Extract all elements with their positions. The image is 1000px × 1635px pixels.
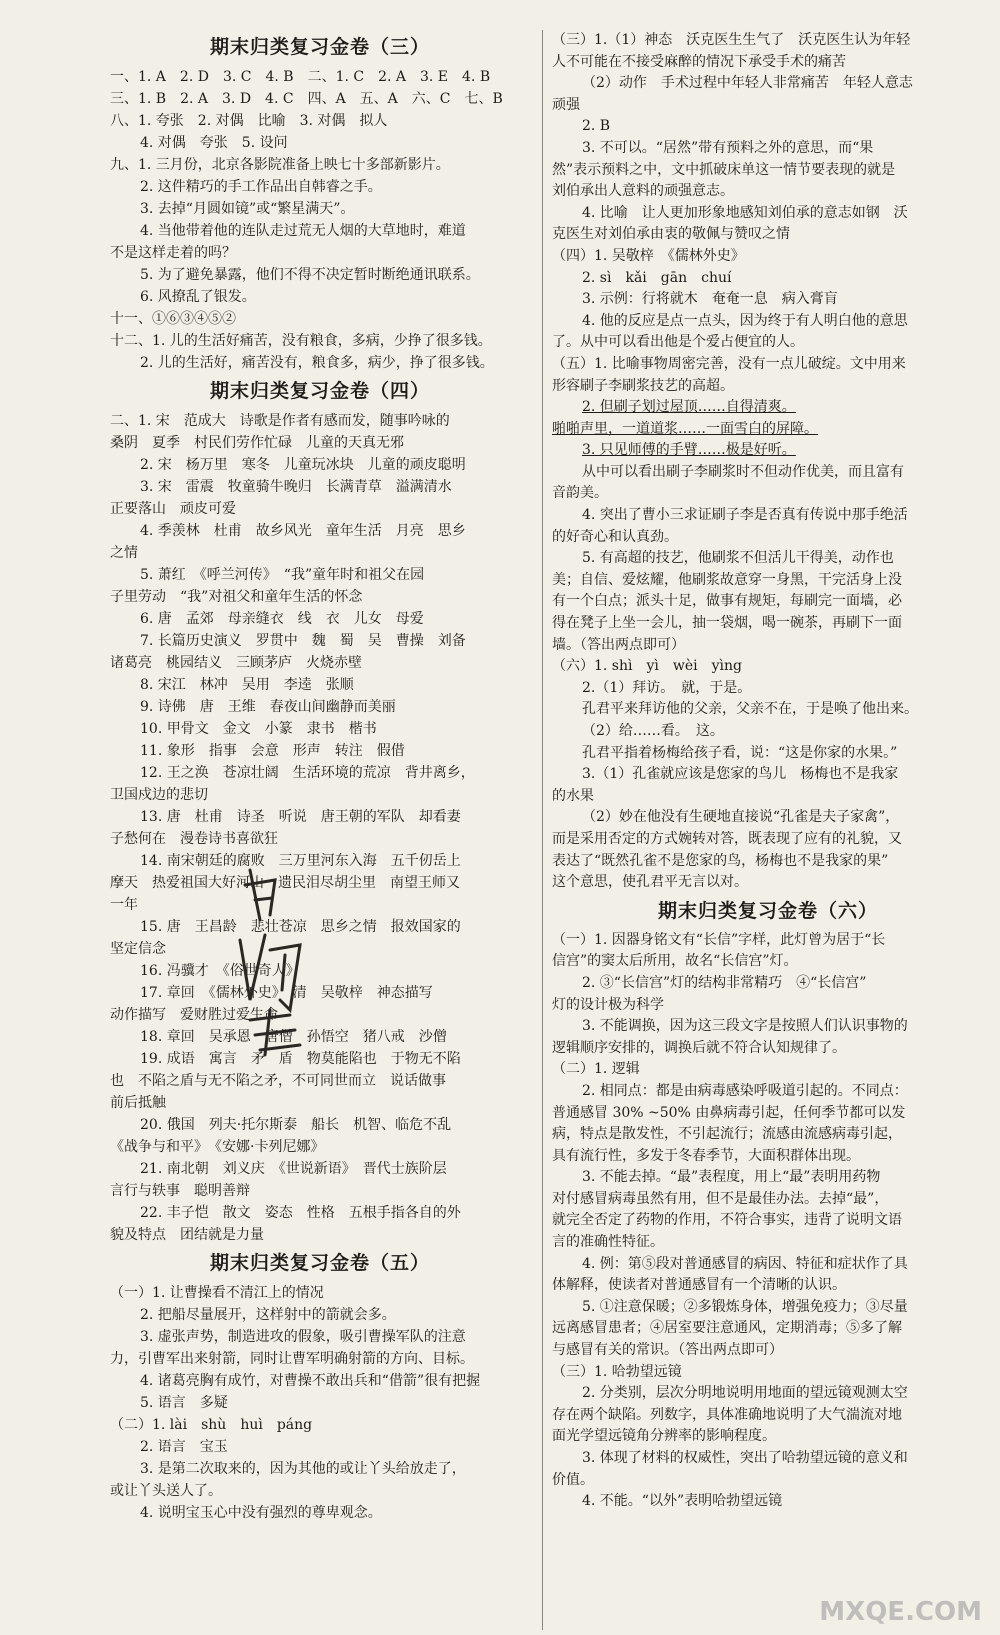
answer-line: 不是这样走着的吗？ bbox=[110, 245, 236, 261]
answer-line: 4. 季羡林 杜甫 故乡风光 童年生活 月亮 思乡 bbox=[140, 523, 466, 539]
answer-line: 人不可能在不接受麻醉的情况下承受手术的痛苦 bbox=[552, 53, 846, 70]
answer-line: 2. B bbox=[582, 118, 611, 135]
answer-section bbox=[552, 30, 984, 894]
site-watermark: MXQE.COM bbox=[819, 1597, 982, 1627]
answer-line: 3.（1）孔雀就应该是您家的鸟儿 杨梅也不是我家 bbox=[582, 766, 899, 783]
answer-line: 14. 南宋朝廷的腐败 三万里河东入海 五千仞岳上 bbox=[140, 853, 461, 869]
answer-line: 3. 是第二次取来的，因为其他的或让丫头给放走了， bbox=[140, 1461, 466, 1477]
answer-line: 3. 虚张声势，制造进攻的假象，吸引曹操军队的注意 bbox=[140, 1329, 466, 1345]
answer-section bbox=[110, 32, 530, 374]
answer-line: 有一个白点；派头十足，做事有规矩，每刷完一面墙，必 bbox=[552, 593, 902, 610]
right-column bbox=[552, 30, 984, 1513]
answer-line: （一）1. 让曹操看不清江上的情况 bbox=[110, 1285, 324, 1301]
answer-line: 《战争与和平》 《安娜·卡列尼娜》 bbox=[110, 1139, 325, 1155]
answer-line: 而是采用否定的方式婉转对答，既表现了应有的礼貌，又 bbox=[552, 830, 902, 847]
answer-line: 正要落山 顽皮可爱 bbox=[110, 501, 236, 517]
answer-line: 4. 说明宝玉心中没有强烈的尊卑观念。 bbox=[140, 1505, 382, 1521]
column-divider bbox=[542, 30, 543, 1630]
answer-line: 8. 宋江 林冲 吴用 李逵 张顺 bbox=[140, 677, 354, 693]
answer-line: 一年 bbox=[110, 897, 138, 913]
answer-line: 5. 萧红 《呼兰河传》 “我”童年时和祖父在园 bbox=[140, 567, 425, 583]
answer-line: 3. 去掉“月圆如镜”或“繁星满天”。 bbox=[140, 201, 355, 217]
answer-line: 普通感冒 30% ~50% 由鼻病毒引起，任何季节都可以发 bbox=[552, 1104, 906, 1121]
answer-line: 十二、1. 儿的生活好痛苦，没有粮食，多病，少挣了很多钱。 bbox=[110, 333, 492, 349]
answer-line: 灯的设计极为科学 bbox=[552, 996, 664, 1013]
answer-line: 的水果 bbox=[552, 787, 594, 804]
answer-line: 对付感冒病毒虽然有用，但不是最佳办法。去掉“最”， bbox=[552, 1190, 889, 1207]
answer-line: 4. 不能。“以外”表明哈勃望远镜 bbox=[582, 1493, 783, 1510]
answer-line: 2. 儿的生活好，痛苦没有，粮食多，病少，挣了很多钱。 bbox=[140, 355, 494, 371]
answer-line: 顽强 bbox=[552, 96, 580, 113]
answer-line: （二）1. lài shù huì páng bbox=[110, 1417, 313, 1433]
answer-line: 卫国戍边的悲切 bbox=[110, 787, 208, 803]
answer-line: 4. 比喻 让人更加形象地感知刘伯承的意志如钢 沃 bbox=[582, 204, 908, 221]
answer-line: 力，引曹军出来射箭，同时让曹军明确射箭的方向、目标。 bbox=[110, 1351, 474, 1367]
answer-line: 4. 诸葛亮胸有成竹，对曹操不敢出兵和“借箭”很有把握 bbox=[140, 1373, 481, 1389]
answer-line: 之情 bbox=[110, 545, 138, 561]
answer-section bbox=[552, 896, 984, 1513]
answer-line: 12. 王之涣 苍凉壮阔 生活环境的荒凉 背井离乡， bbox=[140, 765, 475, 781]
answer-line: （2）给……看。 这。 bbox=[582, 723, 724, 739]
answer-line: 15. 唐 王昌龄 悲壮苍凉 思乡之情 报效国家的 bbox=[140, 919, 461, 935]
answer-line: 桑阴 夏季 村民们劳作忙碌 儿童的天真无邪 bbox=[110, 435, 404, 451]
answer-line: （一）1. 因器身铭文有“长信”字样，此灯曾为居于“长 bbox=[552, 931, 886, 948]
left-column bbox=[110, 30, 530, 1524]
answer-line: （2）动作 手术过程中年轻人非常痛苦 年轻人意志 bbox=[582, 75, 913, 92]
section-title: 期末归类复习金卷（三） bbox=[209, 36, 430, 58]
answer-line: 的好奇心和认真劲。 bbox=[552, 528, 678, 545]
answer-line: 2. 宋 杨万里 寒冬 儿童玩冰块 儿童的顽皮聪明 bbox=[140, 457, 466, 473]
answer-line: 3. 只见师傅的手臂……极是好听。 bbox=[582, 442, 796, 459]
section-title: 期末归类复习金卷（四） bbox=[209, 380, 430, 402]
answer-line: 言的准确性特征。 bbox=[552, 1234, 664, 1251]
answer-line: 二、1. 宋 范成大 诗歌是作者有感而发，随事吟咏的 bbox=[110, 413, 450, 429]
answer-line: 5. 有高超的技艺，他刷浆不但活儿干得美，动作也 bbox=[582, 550, 894, 567]
answer-line: 3. 不能调换，因为这三段文字是按照人们认识事物的 bbox=[582, 1018, 908, 1035]
answer-line: 然”表示预料之中，文中抓破床单这一情节要表现的就是 bbox=[552, 161, 896, 178]
answer-line: 摩天 热爱祖国大好河山 遗民泪尽胡尘里 南望王师又 bbox=[110, 875, 460, 891]
answer-line: （三）1. 哈勃望远镜 bbox=[552, 1363, 682, 1380]
answer-line: 言行与轶事 聪明善辩 bbox=[110, 1183, 250, 1199]
answer-line: 与感冒有关的常识。（答出两点即可） bbox=[552, 1342, 783, 1359]
answer-line: 九、1. 三月份，北京各影院准备上映七十多部新影片。 bbox=[110, 157, 450, 173]
answer-line: （四）1. 吴敬梓 《儒林外史》 bbox=[552, 247, 745, 264]
answer-line: 4. 突出了曹小三求证刷子李是否真有传说中那手绝活 bbox=[582, 507, 908, 524]
answer-line: 2. ③“长信宫”灯的结构非常精巧 ④“长信宫” bbox=[582, 974, 867, 991]
answer-line: 6. 唐 孟郊 母亲缝衣 线 衣 儿女 母爱 bbox=[140, 611, 424, 627]
answer-line: 4. 对偶 夸张 5. 设问 bbox=[140, 135, 288, 151]
answer-line: 2. 分类别，层次分明地说明用地面的望远镜观测太空 bbox=[582, 1385, 908, 1402]
answer-line: 20. 俄国 列夫·托尔斯泰 船长 机智、临危不乱 bbox=[140, 1117, 452, 1133]
answer-line: 10. 甲骨文 金文 小篆 隶书 楷书 bbox=[140, 721, 377, 737]
answer-line: 17. 章回 《儒林外史》 清 吴敬梓 神态描写 bbox=[140, 985, 433, 1001]
answer-line: 4. 当他带着他的连队走过荒无人烟的大草地时，难道 bbox=[140, 223, 466, 239]
answer-line: 3. 体现了材料的权威性，突出了哈勃望远镜的意义和 bbox=[582, 1450, 908, 1466]
answer-line: （二）1. 逻辑 bbox=[552, 1061, 640, 1078]
answer-line: 16. 冯骥才 《俗世奇人》 bbox=[140, 963, 300, 979]
answer-line: 逻辑顺序安排的，调换后就不符合认知规律了。 bbox=[552, 1039, 846, 1056]
answer-line: （三）1.（1）神态 沃克医生生气了 沃克医生认为年轻 bbox=[552, 32, 911, 48]
answer-line: 5. 为了避免暴露，他们不得不决定暂时断绝通讯联系。 bbox=[140, 267, 480, 283]
answer-line: 八、1. 夸张 2. 对偶 比喻 3. 对偶 拟人 bbox=[110, 113, 388, 129]
answer-line: 形容刷子李刷浆技艺的高超。 bbox=[552, 377, 734, 394]
answer-line: 诸葛亮 桃园结义 三顾茅庐 火烧赤壁 bbox=[110, 655, 362, 671]
answer-line: 7. 长篇历史演义 罗贯中 魏 蜀 吴 曹操 刘备 bbox=[140, 633, 466, 649]
answer-line: 病，特点是散发性，不引起流行；流感由流感病毒引起， bbox=[552, 1126, 902, 1143]
answer-line: 信宫”的窦太后所用，故名“长信宫”灯。 bbox=[552, 953, 798, 970]
answer-line: 4. 例：第⑤段对普通感冒的病因、特征和症状作了具 bbox=[582, 1255, 908, 1272]
answer-section bbox=[110, 376, 530, 1246]
answer-line: 3. 不能去掉。“最”表程度，用上“最”表明用药物 bbox=[582, 1169, 881, 1186]
answer-line: 表达了“既然孔雀不是您家的鸟，杨梅也不是我家的果” bbox=[552, 852, 889, 869]
answer-line: （2）妙在他没有生硬地直接说“孔雀是夫子家禽”， bbox=[582, 809, 900, 826]
answer-line: 三、1. B 2. A 3. D 4. C 四、A 五、A 六、C 七、B bbox=[110, 91, 503, 107]
answer-line: 了。从中可以看出他是个爱占便宜的人。 bbox=[552, 334, 804, 351]
answer-line: 体解释，使读者对普通感冒有一个清晰的认识。 bbox=[552, 1277, 846, 1294]
answer-line: 6. 风撩乱了银发。 bbox=[140, 289, 256, 305]
answer-line: 子里劳动 “我”对祖父和童年生活的怀念 bbox=[110, 589, 363, 605]
answer-line: 或让丫头送人了。 bbox=[110, 1483, 222, 1499]
answer-line: 前后抵触 bbox=[110, 1095, 166, 1111]
answer-line: 3. 示例：行将就木 奄奄一息 病入膏肓 bbox=[582, 291, 838, 308]
answer-line: （五）1. 比喻事物周密完善，没有一点儿破绽。文中用来 bbox=[552, 355, 906, 372]
answer-line: 3. 不可以。“居然”带有预料之外的意思，而“果 bbox=[582, 139, 874, 156]
answer-line: 动作描写 爱财胜过爱生命 bbox=[110, 1007, 278, 1023]
answer-line: 从中可以看出刷子李刷浆时不但动作优美，而且富有 bbox=[582, 463, 904, 480]
answer-line: 22. 丰子恺 散文 姿态 性格 五根手指各自的外 bbox=[140, 1205, 461, 1221]
answer-line: 音韵美。 bbox=[552, 485, 608, 502]
answer-line: 5. ①注意保暖；②多锻炼身体，增强免疫力；③尽量 bbox=[582, 1298, 908, 1315]
answer-line: 孔君平指着杨梅给孩子看，说：“这是你家的水果。” bbox=[582, 744, 898, 761]
answer-line: 美；自信、爱炫耀，他刷浆故意穿一身黑，干完活身上没 bbox=[552, 571, 902, 588]
answer-line: 具有流行性，多发于冬春季节，大面积群体出现。 bbox=[552, 1147, 860, 1164]
answer-line: 也 不陷之盾与无不陷之矛，不可同世而立 说话做事 bbox=[110, 1073, 446, 1089]
answer-line: 2.（1）拜访。 就，于是。 bbox=[582, 679, 752, 696]
answer-section bbox=[110, 1248, 530, 1524]
section-title: 期末归类复习金卷（六） bbox=[657, 899, 878, 922]
answer-line: 克医生对刘伯承由衷的敬佩与赞叹之情 bbox=[552, 226, 790, 243]
answer-line: 11. 象形 指事 会意 形声 转注 假借 bbox=[140, 743, 405, 759]
answer-line: 2. sì kǎi gān chuí bbox=[582, 269, 732, 286]
answer-line: 貌及特点 团结就是力量 bbox=[110, 1227, 264, 1243]
answer-line: 孔君平来拜访他的父亲，父亲不在，于是唤了他出来。 bbox=[582, 701, 918, 718]
answer-line: 9. 诗佛 唐 王维 春夜山间幽静而美丽 bbox=[140, 699, 396, 715]
answer-line: 远离感冒患者；④居室要注意通风，定期消毒；⑤多了解 bbox=[552, 1320, 902, 1337]
answer-line: 子愁何在 漫卷诗书喜欲狂 bbox=[110, 831, 278, 847]
answer-line: 啪啪声里，一道道浆……一面雪白的屏障。 bbox=[552, 420, 818, 437]
answer-line: 2. 但刷子划过屋顶……自得清爽。 bbox=[582, 399, 796, 416]
answer-line: 就完全否定了药物的作用，不符合事实，违背了说明文语 bbox=[552, 1212, 902, 1229]
answer-line: 坚定信念 bbox=[110, 941, 166, 957]
answer-line: 3. 宋 雷震 牧童骑牛晚归 长满青草 溢满清水 bbox=[140, 479, 452, 495]
answer-line: （六）1. shì yì wèi yìng bbox=[552, 658, 742, 675]
answer-line: 19. 成语 寓言 矛 盾 物莫能陷也 于物无不陷 bbox=[140, 1051, 461, 1067]
answer-line: 2. 这件精巧的手工作品出自韩睿之手。 bbox=[140, 179, 382, 195]
answer-line: 得在凳子上坐一会儿，抽一袋烟，喝一碗茶，再刷下一面 bbox=[552, 615, 902, 632]
answer-line: 2. 把船尽量展开，这样射中的箭就会多。 bbox=[140, 1307, 396, 1323]
answer-line: 2. 语言 宝玉 bbox=[140, 1439, 228, 1455]
answer-line: 一、1. A 2. D 3. C 4. B 二、1. C 2. A 3. E 4. B bbox=[110, 69, 491, 85]
answer-line: 这个意思，使孔君平无言以对。 bbox=[552, 874, 748, 891]
answer-line: 面光学望远镜角分辨率的影响程度。 bbox=[552, 1428, 776, 1445]
handwritten-scribble bbox=[230, 860, 320, 1060]
answer-line: 21. 南北朝 刘义庆 《世说新语》 晋代士族阶层 bbox=[140, 1161, 447, 1177]
answer-line: 13. 唐 杜甫 诗圣 听说 唐王朝的军队 却看妻 bbox=[140, 809, 461, 825]
answer-line: 2. 相同点：都是由病毒感染呼吸道引起的。不同点： bbox=[582, 1082, 908, 1099]
answer-line: 十一、①⑥③④⑤② bbox=[110, 311, 236, 327]
answer-line: 墙。（答出两点即可） bbox=[552, 636, 685, 653]
section-title: 期末归类复习金卷（五） bbox=[209, 1252, 430, 1274]
answer-line: 刘伯承出人意料的顽强意志。 bbox=[552, 183, 734, 200]
answer-line: 存在两个缺陷。列数字，具体准确地说明了大气湍流对地 bbox=[552, 1406, 902, 1423]
answer-line: 18. 章回 吴承恩 唐僧 孙悟空 猪八戒 沙僧 bbox=[140, 1029, 447, 1045]
answer-line: 4. 他的反应是点一点头，因为终于有人明白他的意思 bbox=[582, 312, 908, 329]
answer-line: 价值。 bbox=[552, 1471, 594, 1488]
answer-line: 5. 语言 多疑 bbox=[140, 1395, 228, 1411]
